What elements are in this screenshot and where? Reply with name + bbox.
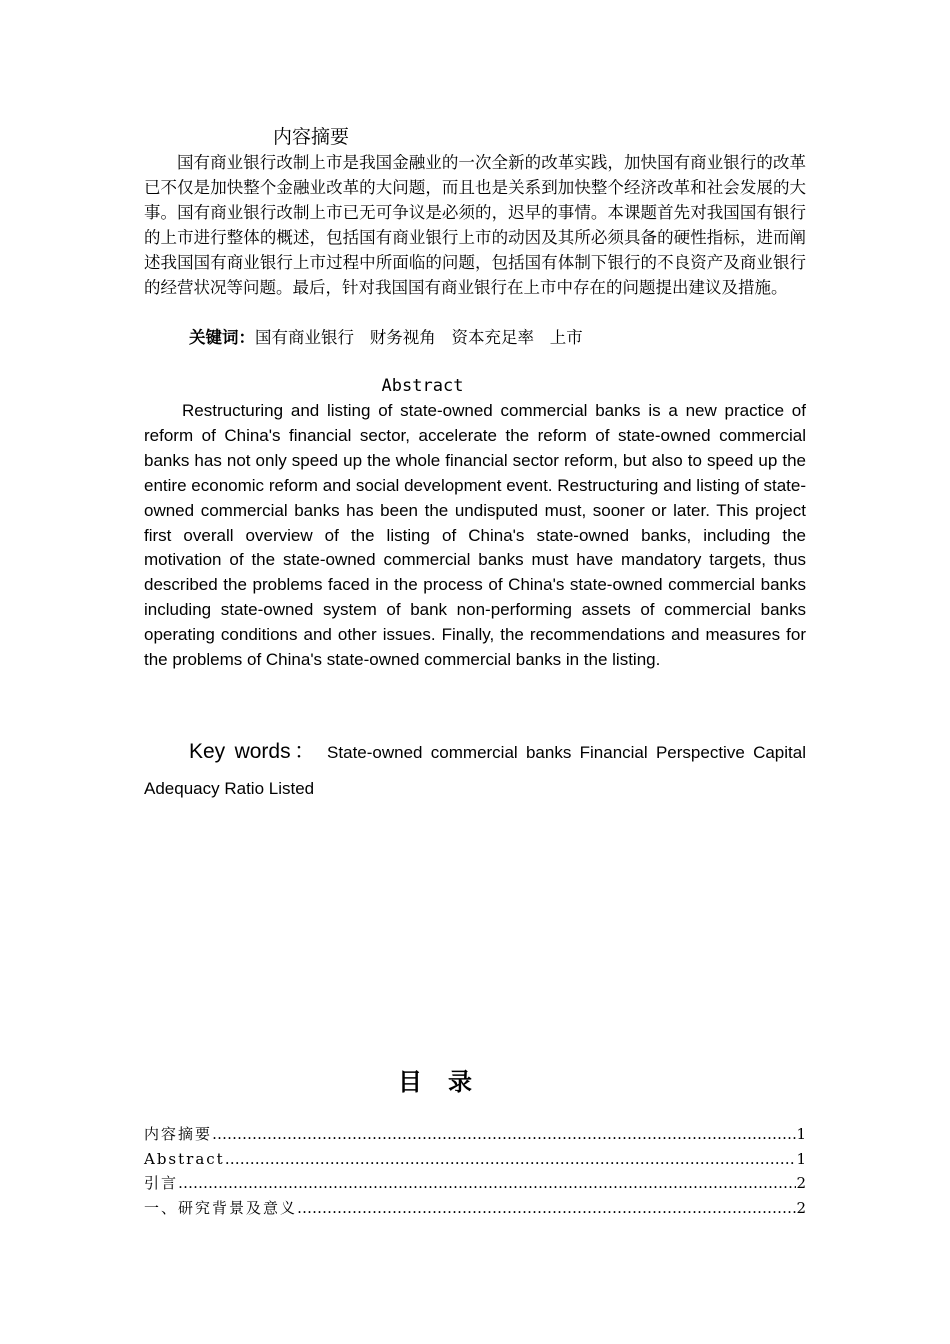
toc-entry-label: 引言 bbox=[144, 1174, 179, 1193]
toc-entry-page: 2 bbox=[796, 1198, 806, 1217]
table-of-contents bbox=[144, 1122, 806, 1220]
toc-entry-page: 2 bbox=[796, 1174, 806, 1193]
toc-entry-page: 1 bbox=[796, 1149, 806, 1168]
toc-entry-label: 内容摘要 bbox=[144, 1125, 213, 1143]
toc-entry-label: Abstract bbox=[144, 1149, 225, 1168]
chinese-keywords-list: 国有商业银行 财务视角 资本充足率 上市 bbox=[255, 328, 583, 347]
toc-entry[interactable] bbox=[144, 1196, 806, 1221]
toc-entry[interactable] bbox=[144, 1122, 806, 1147]
table-of-contents-title: 目录 bbox=[398, 1068, 498, 1096]
toc-leader-dots bbox=[297, 1196, 796, 1221]
toc-entry[interactable] bbox=[144, 1171, 806, 1196]
chinese-abstract-body: 国有商业银行改制上市是我国金融业的一次全新的改革实践，加快国有商业银行的改革已不仅是加快整个金融业改革的大问题，而且也是关系到加快整个经济改革和社会发展的大事。国有商业银行改制上市已无可争议是必须的，迟早的事情。本课题首先对我国国有银行的上市进行整体的概述，包括国有商业银行上市的动因及其所必须具备的硬性指标，进而阐述我国国有商业银行上市过程中所面临的问题，包括国有体制下银行的不良资产及商业银行的经营状况等问题。最后，针对我国国有商业银行在上市中存在的问题提出建议及措施。 bbox=[144, 153, 806, 297]
toc-leader-dots bbox=[178, 1171, 796, 1196]
chinese-keywords bbox=[189, 326, 583, 350]
english-keywords-label: Key words： bbox=[189, 740, 319, 763]
toc-entry[interactable] bbox=[144, 1147, 806, 1172]
toc-leader-dots bbox=[212, 1122, 796, 1147]
toc-leader-dots bbox=[225, 1147, 797, 1172]
chinese-keywords-label: 关键词： bbox=[189, 328, 255, 347]
english-abstract-title: Abstract bbox=[381, 376, 464, 396]
english-keywords-list: State-owned commercial banks Financial Perspective Capital Adequacy Ratio Listed bbox=[144, 743, 806, 798]
toc-entry-page: 1 bbox=[796, 1125, 806, 1143]
english-abstract-body: Restructuring and listing of state-owned commercial banks is a new practice of reform of China's financial sector, accelerate the reform of state-owned commercial banks has not only speed up the whole financial sector reform, but also to speed up the entire economic reform and social development event. Restructuring and listing of state-owned commercial banks has been the undisputed must, sooner or later. This project first overall overview of the listing of China's state-owned banks, including the motivation of the state-owned commercial banks must have mandatory targets, thus described the problems faced in the process of China's state-owned commercial banks including state-owned system of bank non-performing assets of commercial banks operating conditions and other issues. Finally, the recommendations and measures for the problems of China's state-owned commercial banks in the listing. bbox=[144, 401, 806, 670]
english-keywords bbox=[144, 734, 806, 807]
toc-entry-label: 一、研究背景及意义 bbox=[144, 1198, 298, 1217]
chinese-abstract-title: 内容摘要 bbox=[273, 126, 350, 148]
